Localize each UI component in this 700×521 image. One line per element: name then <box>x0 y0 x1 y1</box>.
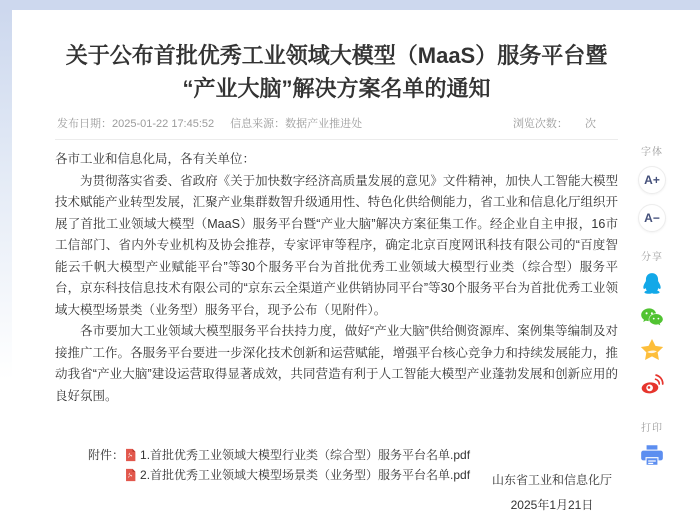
side-toolbar <box>633 143 671 468</box>
page-title-line2: “产业大脑”解决方案名单的通知 <box>182 76 491 101</box>
wechat-icon <box>639 304 665 330</box>
attachment-link-2[interactable]: 2.首批优秀工业领域大模型场景类（业务型）服务平台名单.pdf <box>140 468 471 482</box>
salutation: 各市工业和信息化局，各有关单位： <box>55 152 256 166</box>
signature-block <box>492 468 612 518</box>
paragraph-2: 各市要加大工业领域大模型服务平台扶持力度，做好“产业大脑”供给侧资源库、案例集等编制及对接推广工作。各服务平台要进一步深化技术创新和运营赋能，增强平台核心竞争力和持续发展能力，推动我省“产业大脑”建设运营取得显著成效，共同营造有利于人工智能大模型产业蓬勃发展和创新应用的良好氛围。 <box>55 324 618 403</box>
signature-department: 山东省工业和信息化厅 <box>491 473 612 487</box>
printer-icon <box>639 442 665 468</box>
font-increase-button[interactable]: A+ <box>638 166 666 194</box>
views-group <box>513 115 618 131</box>
meta-divider <box>55 139 618 140</box>
attachments-label: 附件： <box>88 448 125 462</box>
left-edge-strip <box>0 10 12 380</box>
meta-row <box>55 115 618 131</box>
share-qzone-button[interactable] <box>639 337 665 363</box>
attachment-link-1[interactable]: 1.首批优秀工业领域大模型行业类（综合型）服务平台名单.pdf <box>140 448 471 462</box>
print-button[interactable] <box>639 442 665 468</box>
notice-content <box>55 149 618 407</box>
share-weibo-button[interactable] <box>639 371 665 397</box>
pdf-icon <box>124 468 137 482</box>
views-label: 浏览次数： <box>512 118 568 130</box>
print-label: 打印 <box>641 423 663 434</box>
font-decrease-button[interactable]: A− <box>638 204 666 232</box>
source-label: 信息来源： <box>230 118 286 130</box>
source-value: 数据产业推进处 <box>285 118 363 130</box>
share-wechat-button[interactable] <box>639 304 665 330</box>
attachment-item <box>124 446 470 464</box>
publish-date-label: 发布日期： <box>57 118 112 130</box>
page-title <box>55 39 618 105</box>
qq-icon <box>639 271 665 297</box>
qzone-icon <box>639 337 665 363</box>
attachment-item <box>124 466 470 484</box>
page-title-line1: 关于公布首批优秀工业领域大模型（MaaS）服务平台暨 <box>65 43 608 68</box>
document-body <box>55 10 618 484</box>
publish-date-value: 2025-01-22 17:45:52 <box>112 118 215 130</box>
pdf-icon <box>124 448 137 462</box>
share-label: 分享 <box>641 252 663 263</box>
paragraph-1: 为贯彻落实省委、省政府《关于加快数字经济高质量发展的意见》文件精神，加快人工智能大模型技术赋能产业转型发展，汇聚产业集群数智升级通用性、特色化供给侧能力，省工业和信息化厅组织开展了首批工业领域大模型（MaaS）服务平台暨“产业大脑”解决方案征集工作。经企业自主申报，16市工信部门、省内外专业机构及协会推荐，专家评审等程序，确定北京百度网讯科技有限公司的“百度智能云千帆大模型产业赋能平台”等30个服务平台为首批优秀工业领域大模型行业类（综合型）服务平台，京东科技信息技术有限公司的“京东云全渠道产业供销协同平台”等30个服务平台为首批优秀工业领域大模型场景类（业务型）服务平台，现予公布（见附件）。 <box>55 173 618 317</box>
top-edge-strip <box>0 0 700 10</box>
font-size-label: 字体 <box>641 147 663 158</box>
share-qq-button[interactable] <box>639 271 665 297</box>
signature-date: 2025年1月21日 <box>510 498 594 512</box>
views-unit: 次 <box>585 118 596 130</box>
weibo-icon <box>639 371 665 397</box>
